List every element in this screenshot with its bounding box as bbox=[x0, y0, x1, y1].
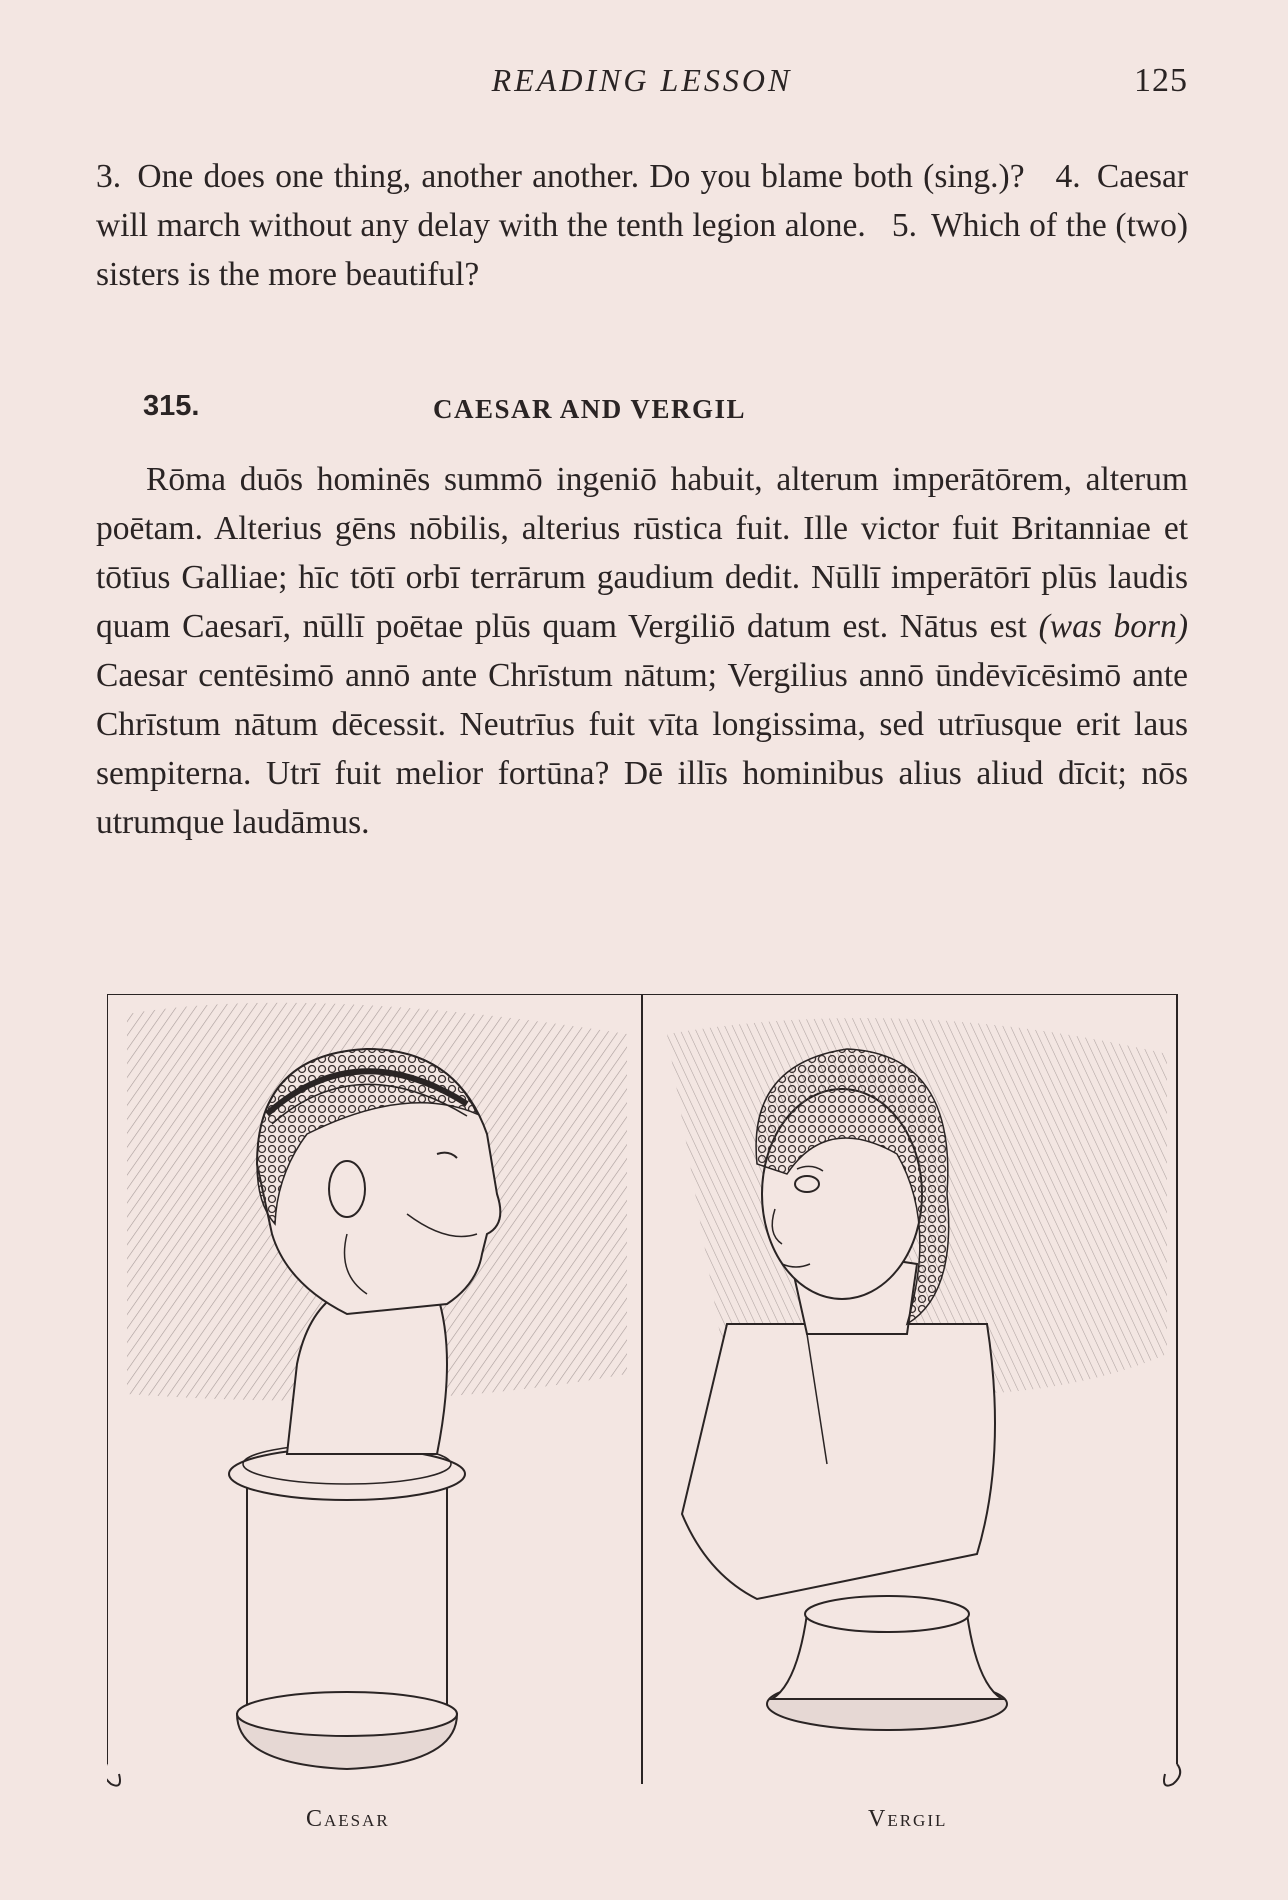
caption-vergil: Vergil bbox=[868, 1806, 948, 1832]
section-title: CAESAR AND VERGIL bbox=[433, 394, 747, 424]
exercise-item-4-text: Caesar will march without any delay with the tenth legion alone. bbox=[96, 158, 1189, 244]
caesar-bust-drawing bbox=[127, 1003, 627, 1769]
busts-illustration bbox=[107, 994, 1185, 1824]
reading-paragraph bbox=[96, 455, 1188, 847]
exercise-item-3-number: 3. bbox=[96, 158, 122, 195]
exercise-item-4-number: 4. bbox=[1055, 158, 1081, 195]
section-heading bbox=[143, 390, 1188, 430]
caption-caesar: Caesar bbox=[306, 1806, 390, 1832]
exercise-item-5-text: Which of the (two) sisters is the more beautiful? bbox=[96, 207, 1188, 293]
reading-italic-gloss: (was born) bbox=[1038, 608, 1189, 645]
page-number: 125 bbox=[1134, 62, 1188, 99]
section-number: 315. bbox=[143, 390, 200, 422]
running-head bbox=[96, 58, 1188, 108]
vergil-bust-drawing bbox=[667, 1018, 1167, 1730]
exercise-sentences bbox=[96, 152, 1188, 299]
reading-passage bbox=[96, 455, 1188, 847]
exercise-item-5-number: 5. bbox=[891, 207, 918, 244]
illustration-frame bbox=[107, 994, 1185, 1824]
reading-text-part2: Caesar centēsimō annō ante Chrīstum nātum; Vergilius annō ūndēvīcēsimō ante Chrīstum nātum dēcessit. Neutrīus fuit vīta longissima, sed utrīusque erit laus sempiterna. Utrī fuit melior fortūna? Dē illīs hominibus alius aliud dīcit; nōs utrumque laudāmus. bbox=[96, 657, 1188, 841]
exercise-item-3-text: One does one thing, another another. Do you blame both (sing.)? bbox=[137, 158, 1025, 195]
running-title: READING LESSON bbox=[491, 62, 793, 98]
reading-text-part1: Rōma duōs hominēs summō ingeniō habuit, alterum imperātōrem, alterum poētam. Alterius gēns nōbilis, alterius rūstica fuit. Ille victor fuit Britanniae et tōtīus Galliae; hīc tōtī orbī terrārum gaudium dedit. Nūllī imperātōrī plūs laudis quam Caesarī, nūllī poētae plūs quam Vergiliō datum est. Nātus est bbox=[96, 461, 1188, 645]
